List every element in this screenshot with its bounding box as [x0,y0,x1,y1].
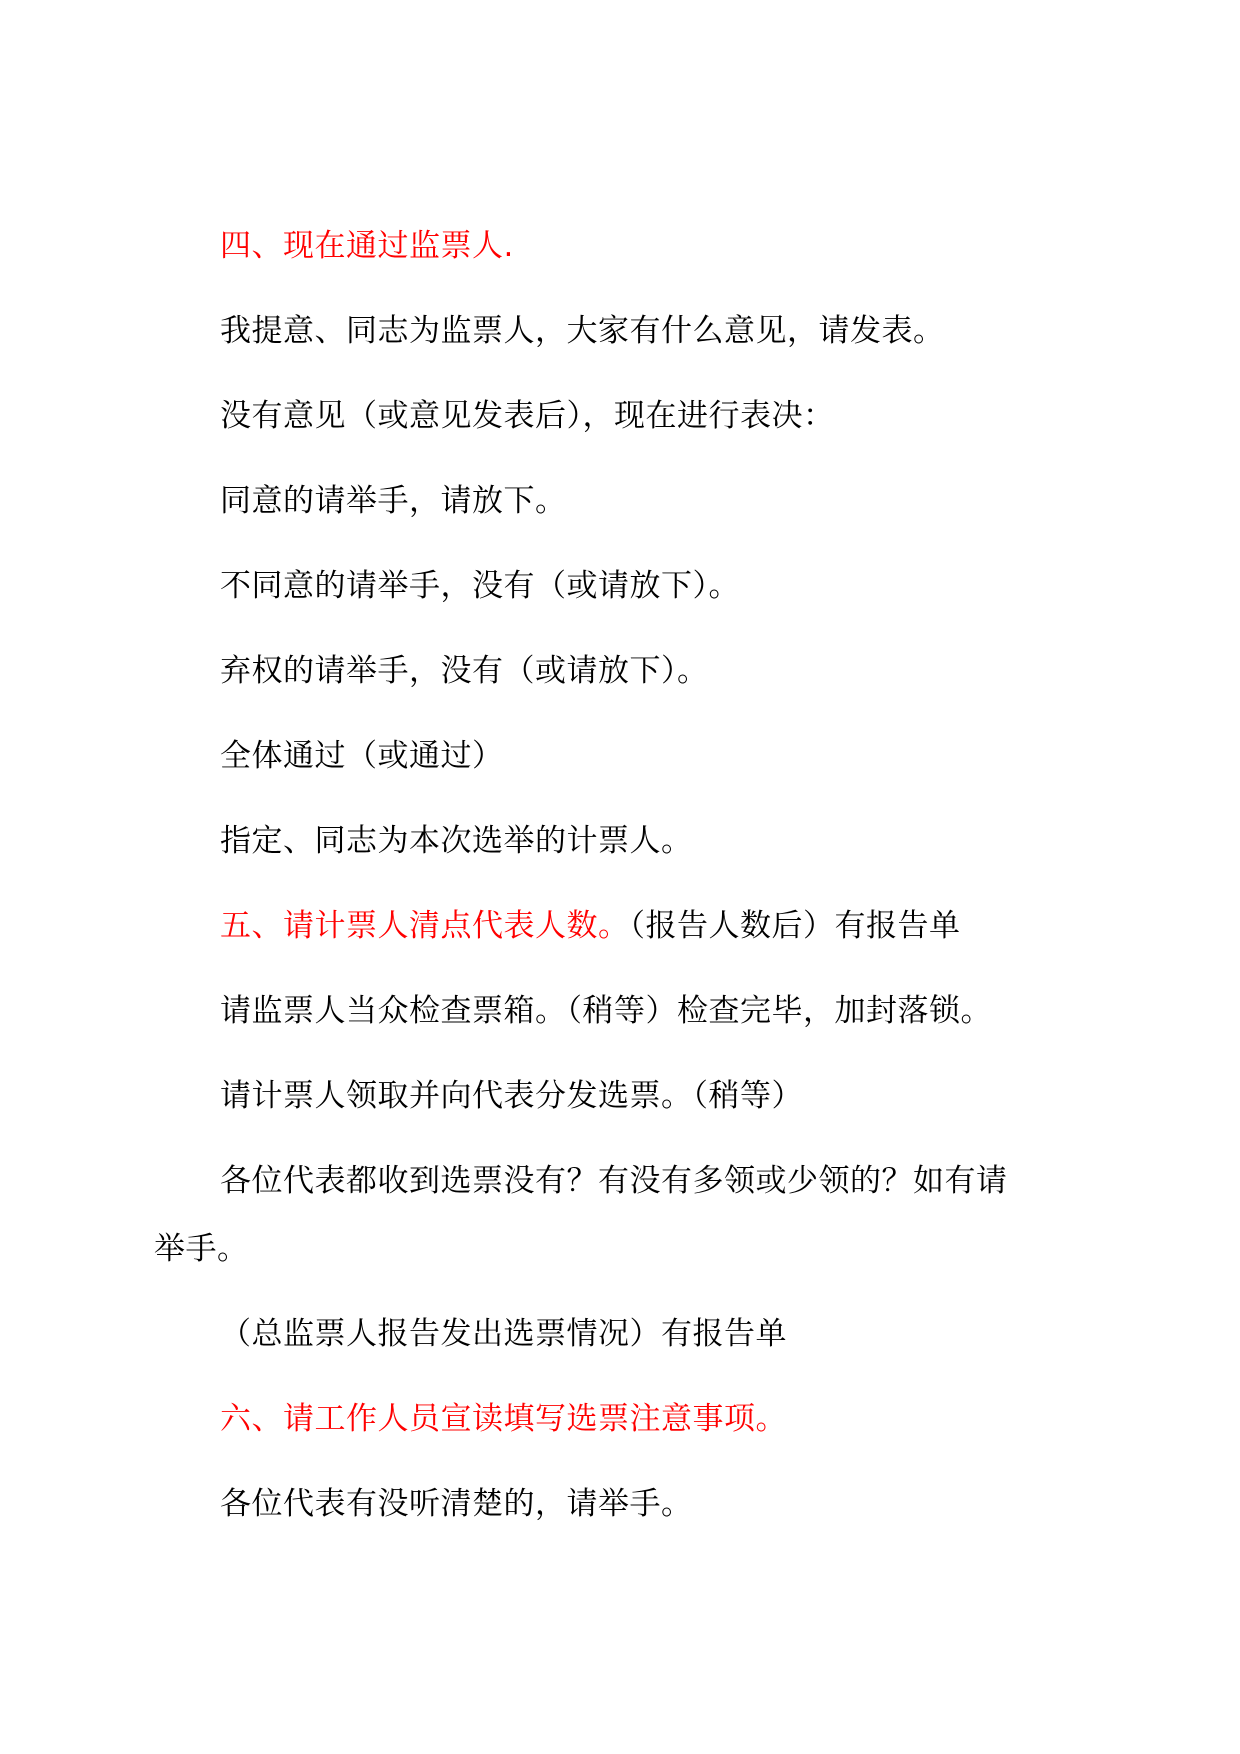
paragraph-ballot-check: 各位代表都收到选票没有？有没有多领或少领的？如有请 [220,1163,1008,1199]
paragraph-chief-scrutineer-report: （总监票人报告发出选票情况）有报告单 [220,1316,787,1352]
heading-section-4: 四、现在通过监票人. [220,228,514,264]
paragraph-check-ballot-box: 请监票人当众检查票箱。（稍等）检查完毕，加封落锁。 [220,993,992,1029]
paragraph-appoint-counters: 指定、同志为本次选举的计票人。 [220,823,693,859]
paragraph-proceed-vote: 没有意见（或意见发表后），现在进行表决： [220,398,835,434]
paragraph-ballot-check-continued: 举手。 [154,1231,249,1267]
paragraph-abstain: 弃权的请举手，没有（或请放下）。 [220,653,709,689]
paragraph-distribute-ballots: 请计票人领取并向代表分发选票。（稍等） [220,1078,803,1114]
heading-section-5-line [220,906,961,946]
heading-section-5: 五、请计票人清点代表人数。 [220,908,630,944]
paragraph-nominate-scrutineers: 我提意、同志为监票人，大家有什么意见，请发表。 [220,313,945,349]
paragraph-disagree: 不同意的请举手，没有（或请放下）。 [220,568,740,604]
paragraph-passed: 全体通过（或通过） [220,738,504,774]
paragraph-questions: 各位代表有没听清楚的，请举手。 [220,1486,693,1522]
paragraph-agree: 同意的请举手，请放下。 [220,483,567,519]
heading-section-5-note: （报告人数后）有报告单 [629,908,961,944]
heading-section-6: 六、请工作人员宣读填写选票注意事项。 [220,1401,787,1437]
